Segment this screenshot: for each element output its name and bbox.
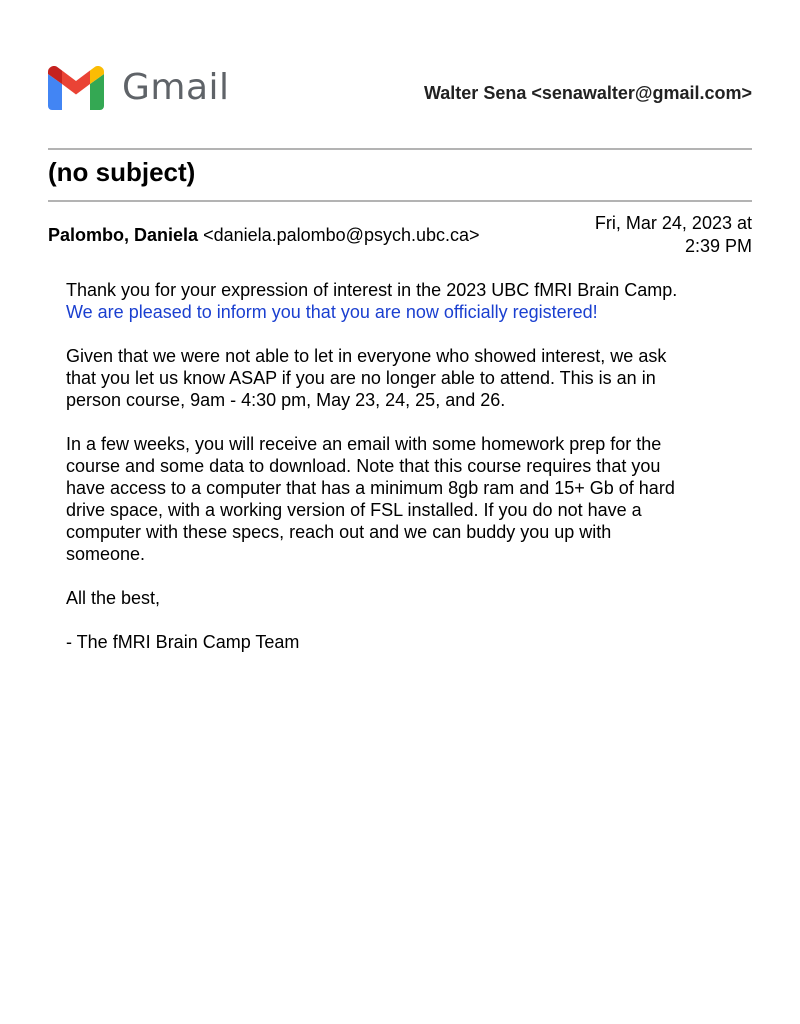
divider-top bbox=[48, 148, 752, 150]
body-line: drive space, with a working version of FSL installed. If you do not have a bbox=[66, 500, 642, 520]
account-email: Walter Sena <senawalter@gmail.com> bbox=[423, 83, 752, 103]
sender bbox=[48, 225, 480, 246]
body-line: have access to a computer that has a minimum 8gb ram and 15+ Gb of hard bbox=[66, 478, 675, 498]
body-line: computer with these specs, reach out and we can buddy you up with bbox=[66, 522, 612, 542]
gmail-m-icon bbox=[48, 66, 104, 110]
message-date bbox=[532, 212, 752, 258]
body-line: someone. bbox=[66, 544, 146, 564]
paragraph-intro bbox=[66, 279, 746, 323]
closing: All the best, bbox=[66, 588, 161, 608]
body-line: course and some data to download. Note that this course requires that you bbox=[66, 456, 661, 476]
divider-bottom bbox=[48, 200, 752, 202]
gmail-logo bbox=[48, 66, 230, 110]
body-line: that you let us know ASAP if you are no longer able to attend. This is an in bbox=[66, 368, 656, 388]
intro-line: Thank you for your expression of interest in the 2023 UBC fMRI Brain Camp. bbox=[66, 280, 678, 300]
paragraph-requirements bbox=[66, 433, 746, 565]
header bbox=[48, 66, 752, 114]
subject-heading: (no subject) bbox=[48, 157, 196, 187]
body-line: In a few weeks, you will receive an email with some homework prep for the bbox=[66, 434, 662, 454]
signature: - The fMRI Brain Camp Team bbox=[66, 632, 300, 652]
paragraph-attendance bbox=[66, 345, 746, 411]
body-line: person course, 9am - 4:30 pm, May 23, 24, 25, and 26. bbox=[66, 390, 506, 410]
time-line: 2:39 PM bbox=[684, 236, 752, 256]
message-body bbox=[66, 279, 746, 675]
date-line: Fri, Mar 24, 2023 at bbox=[594, 213, 752, 233]
sender-email[interactable]: <daniela.palombo@psych.ubc.ca> bbox=[203, 225, 480, 245]
registration-confirmation: We are pleased to inform you that you are now officially registered! bbox=[66, 302, 598, 322]
gmail-wordmark: Gmail bbox=[122, 67, 230, 108]
sender-name: Palombo, Daniela bbox=[48, 225, 199, 245]
body-line: Given that we were not able to let in everyone who showed interest, we ask bbox=[66, 346, 667, 366]
